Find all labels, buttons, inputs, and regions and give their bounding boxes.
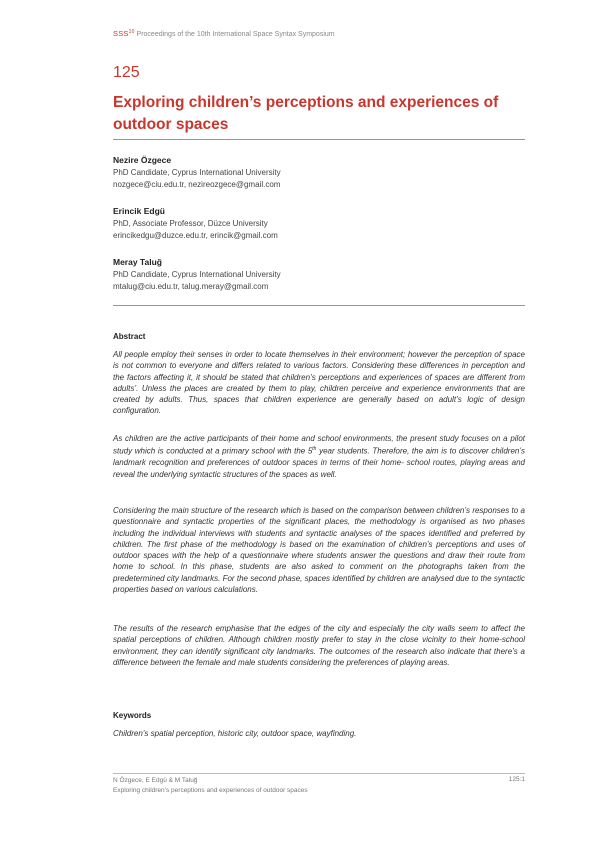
footer-left	[113, 776, 308, 796]
author-name: Meray Taluğ	[113, 257, 162, 267]
symposium-logo: SSS$^{10}$	[113, 29, 135, 38]
running-header	[113, 29, 335, 38]
author-block	[113, 205, 525, 243]
footer-authors: N Özgece, E Edgü & M Taluğ	[113, 777, 198, 784]
author-block	[113, 154, 525, 192]
author-name: Nezire Özgece	[113, 155, 172, 165]
title-divider	[113, 139, 525, 140]
abstract-paragraph: The results of the research emphasise that the edges of the city and especially the city walls seem to affect the spatial perceptions of children. Although children mostly prefer to stay in the close vicinity to their home-school environment, they can identify significant city landmarks. The outcomes of the research also indicate that there’s a difference between the female and male students considering the preferences of playing areas.	[113, 624, 525, 667]
keywords-heading: Keywords	[113, 711, 152, 720]
header-text: Proceedings of the 10th International Space Syntax Symposium	[136, 31, 335, 38]
author-affiliation: PhD Candidate, Cyprus International University	[113, 269, 281, 279]
author-email: mtalug@ciu.edu.tr, talug.meray@gmail.com	[113, 282, 269, 291]
abstract-paragraph: As children are the active participants of their home and school environments, the present study focuses on a pilot study which is conducted at a primary school with the 5th year students. Therefore, the aim is to discover children’s landmark recognition and preferences of outdoor spaces in terms of their home- school routes, playing areas and reveal the underlying syntactic structures of the spaces as well.	[113, 434, 525, 479]
author-affiliation: PhD Candidate, Cyprus International University	[113, 167, 281, 177]
paper-number: 125	[113, 64, 140, 81]
page-number: 125:1	[508, 776, 525, 783]
abstract-paragraph: Considering the main structure of the research which is based on the comparison between children’s responses to a questionnaire and syntactic properties of the significant places, the methodology is organised as two phases including the individual interviews with students and syntactic analyses of the spaces identified and preferred by children. The first phase of the methodology is based on the examination of children’s perceptions and uses of outdoor spaces with the help of a questionnaire where students answer the questions and draw their route from home to school. In this phase, students are also asked to comment on the photographs taken from the predetermined city landmarks. For the second phase, spaces identified by children are analysed due to the syntactic properties based on various calculations.	[113, 506, 525, 595]
abstract-paragraph: All people employ their senses in order to locate themselves in their environment; however the perception of space is not common to everyone and differs related to various factors. Considering these differences in perception and the factors affecting it, it should be stated that children’s perceptions and experiences of spaces are different from adults’. Unless the places are created by them to play, children perceive and experience environments that are created by adults. Thus, spaces that children experience are generally based on adult’s logic of design configuration.	[113, 350, 525, 416]
keywords-text: Children’s spatial perception, historic city, outdoor space, wayfinding.	[113, 729, 357, 738]
author-email: nozgece@ciu.edu.tr, nezireozgece@gmail.com	[113, 180, 281, 189]
footer-title: Exploring children’s perceptions and experiences of outdoor spaces	[113, 787, 308, 794]
author-affiliation: PhD, Associate Professor, Düzce University	[113, 218, 268, 228]
authors-divider	[113, 305, 525, 306]
author-name: Erincik Edgü	[113, 206, 165, 216]
author-email: erincikedgu@duzce.edu.tr, erincik@gmail.com	[113, 231, 278, 240]
footer-divider	[113, 773, 525, 774]
abstract-heading: Abstract	[113, 332, 146, 341]
author-block	[113, 256, 525, 294]
paper-title: Exploring children’s perceptions and experiences of outdoor spaces	[113, 94, 499, 133]
